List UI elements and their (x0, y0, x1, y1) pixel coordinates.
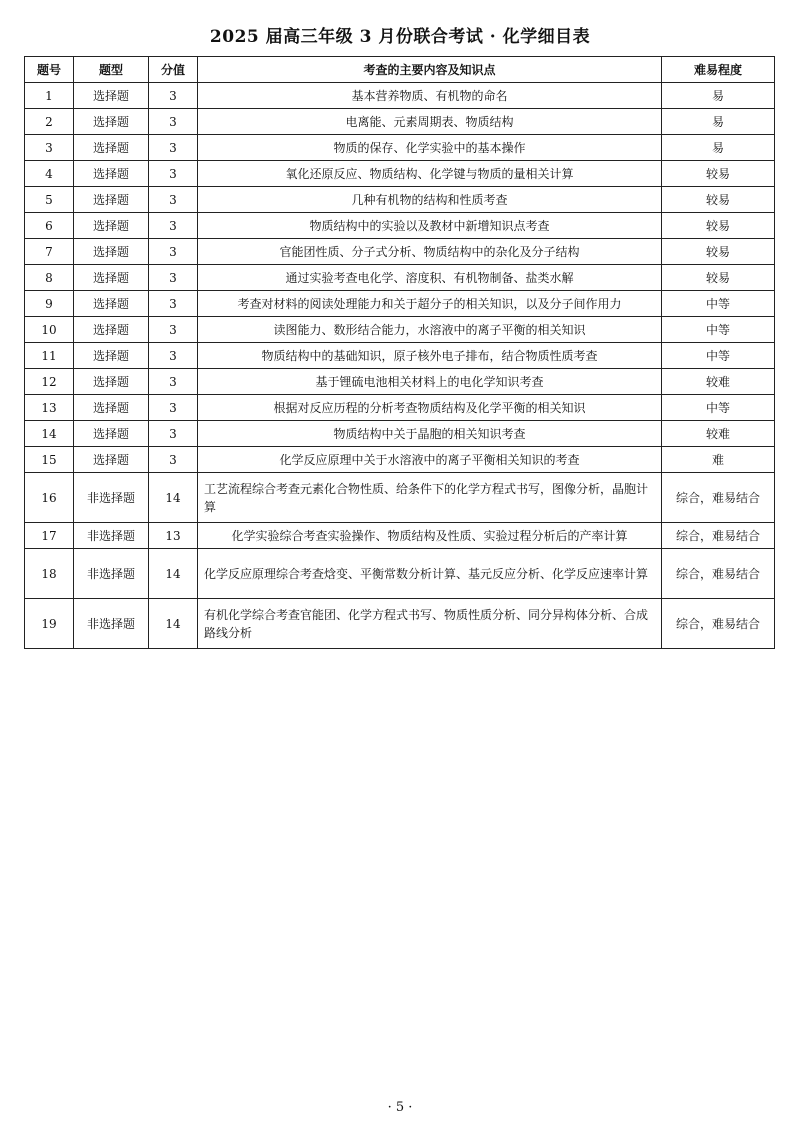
cell-difficulty: 综合，难易结合 (662, 473, 775, 523)
cell-score: 3 (149, 369, 198, 395)
cell-content: 氧化还原反应、物质结构、化学键与物质的量相关计算 (198, 161, 662, 187)
cell-content: 物质结构中关于晶胞的相关知识考查 (198, 421, 662, 447)
page-title: 2025 届高三年级 3 月份联合考试 · 化学细目表 (209, 27, 591, 47)
table-header-row (25, 57, 775, 83)
header-difficulty: 难易程度 (662, 57, 775, 83)
table-row (25, 109, 775, 135)
cell-type: 选择题 (74, 135, 149, 161)
cell-difficulty: 较难 (662, 421, 775, 447)
table-row (25, 473, 775, 523)
header-score: 分值 (149, 57, 198, 83)
cell-content: 化学反应原理综合考查焓变、平衡常数分析计算、基元反应分析、化学反应速率计算 (198, 549, 662, 599)
cell-difficulty: 较易 (662, 265, 775, 291)
cell-num: 9 (25, 291, 74, 317)
cell-difficulty: 较易 (662, 161, 775, 187)
cell-num: 13 (25, 395, 74, 421)
cell-score: 3 (149, 239, 198, 265)
table-row (25, 599, 775, 649)
cell-score: 3 (149, 421, 198, 447)
cell-content: 根据对反应历程的分析考查物质结构及化学平衡的相关知识 (198, 395, 662, 421)
cell-type: 非选择题 (74, 549, 149, 599)
table-row (25, 239, 775, 265)
table-row (25, 265, 775, 291)
cell-num: 1 (25, 83, 74, 109)
cell-content: 通过实验考查电化学、溶度积、有机物制备、盐类水解 (198, 265, 662, 291)
cell-score: 3 (149, 109, 198, 135)
cell-num: 5 (25, 187, 74, 213)
cell-content: 工艺流程综合考查元素化合物性质、给条件下的化学方程式书写，图像分析，晶胞计算 (198, 473, 662, 523)
cell-type: 选择题 (74, 317, 149, 343)
cell-score: 3 (149, 213, 198, 239)
cell-num: 2 (25, 109, 74, 135)
cell-type: 选择题 (74, 187, 149, 213)
cell-difficulty: 较难 (662, 369, 775, 395)
table-body (25, 83, 775, 649)
cell-content: 基于锂硫电池相关材料上的电化学知识考查 (198, 369, 662, 395)
table-row (25, 369, 775, 395)
cell-type: 选择题 (74, 213, 149, 239)
cell-score: 14 (149, 473, 198, 523)
cell-score: 14 (149, 599, 198, 649)
table-row (25, 447, 775, 473)
cell-content: 官能团性质、分子式分析、物质结构中的杂化及分子结构 (198, 239, 662, 265)
cell-score: 13 (149, 523, 198, 549)
table-row (25, 83, 775, 109)
cell-num: 14 (25, 421, 74, 447)
cell-type: 选择题 (74, 161, 149, 187)
cell-type: 选择题 (74, 291, 149, 317)
table-row (25, 317, 775, 343)
cell-difficulty: 综合，难易结合 (662, 549, 775, 599)
cell-type: 选择题 (74, 395, 149, 421)
table-row (25, 161, 775, 187)
cell-num: 12 (25, 369, 74, 395)
cell-difficulty: 难 (662, 447, 775, 473)
cell-content: 读图能力、数形结合能力，水溶液中的离子平衡的相关知识 (198, 317, 662, 343)
cell-type: 非选择题 (74, 473, 149, 523)
cell-type: 选择题 (74, 421, 149, 447)
cell-difficulty: 较易 (662, 187, 775, 213)
cell-difficulty: 综合，难易结合 (662, 523, 775, 549)
cell-content: 几种有机物的结构和性质考查 (198, 187, 662, 213)
cell-num: 6 (25, 213, 74, 239)
table-row (25, 523, 775, 549)
table-row (25, 549, 775, 599)
page-number: · 5 · (387, 1100, 413, 1115)
cell-content: 考查对材料的阅读处理能力和关于超分子的相关知识，以及分子间作用力 (198, 291, 662, 317)
cell-type: 选择题 (74, 369, 149, 395)
cell-num: 11 (25, 343, 74, 369)
cell-score: 3 (149, 395, 198, 421)
cell-score: 14 (149, 549, 198, 599)
cell-score: 3 (149, 187, 198, 213)
header-type: 题型 (74, 57, 149, 83)
cell-content: 基本营养物质、有机物的命名 (198, 83, 662, 109)
cell-content: 物质的保存、化学实验中的基本操作 (198, 135, 662, 161)
table-row (25, 213, 775, 239)
cell-type: 选择题 (74, 239, 149, 265)
cell-num: 15 (25, 447, 74, 473)
cell-difficulty: 易 (662, 135, 775, 161)
cell-content: 电离能、元素周期表、物质结构 (198, 109, 662, 135)
cell-difficulty: 中等 (662, 395, 775, 421)
cell-type: 选择题 (74, 265, 149, 291)
cell-type: 非选择题 (74, 523, 149, 549)
cell-difficulty: 易 (662, 109, 775, 135)
cell-type: 非选择题 (74, 599, 149, 649)
table-row (25, 291, 775, 317)
cell-type: 选择题 (74, 109, 149, 135)
blueprint-table (24, 56, 775, 649)
cell-num: 17 (25, 523, 74, 549)
cell-content: 物质结构中的基础知识，原子核外电子排布，结合物质性质考查 (198, 343, 662, 369)
cell-content: 化学反应原理中关于水溶液中的离子平衡相关知识的考查 (198, 447, 662, 473)
cell-type: 选择题 (74, 343, 149, 369)
cell-score: 3 (149, 161, 198, 187)
cell-score: 3 (149, 317, 198, 343)
cell-difficulty: 中等 (662, 291, 775, 317)
cell-difficulty: 较易 (662, 213, 775, 239)
cell-score: 3 (149, 265, 198, 291)
cell-difficulty: 易 (662, 83, 775, 109)
table-row (25, 343, 775, 369)
cell-score: 3 (149, 83, 198, 109)
header-content: 考查的主要内容及知识点 (198, 57, 662, 83)
cell-difficulty: 中等 (662, 317, 775, 343)
cell-num: 16 (25, 473, 74, 523)
header-num: 题号 (25, 57, 74, 83)
table-row (25, 135, 775, 161)
cell-difficulty: 较易 (662, 239, 775, 265)
cell-score: 3 (149, 291, 198, 317)
cell-score: 3 (149, 135, 198, 161)
cell-num: 3 (25, 135, 74, 161)
table-row (25, 395, 775, 421)
cell-content: 化学实验综合考查实验操作、物质结构及性质、实验过程分析后的产率计算 (198, 523, 662, 549)
cell-content: 物质结构中的实验以及教材中新增知识点考查 (198, 213, 662, 239)
cell-num: 10 (25, 317, 74, 343)
cell-num: 19 (25, 599, 74, 649)
cell-num: 8 (25, 265, 74, 291)
cell-score: 3 (149, 343, 198, 369)
cell-num: 4 (25, 161, 74, 187)
cell-type: 选择题 (74, 447, 149, 473)
cell-type: 选择题 (74, 83, 149, 109)
cell-score: 3 (149, 447, 198, 473)
cell-num: 18 (25, 549, 74, 599)
table-row (25, 421, 775, 447)
cell-difficulty: 中等 (662, 343, 775, 369)
table-row (25, 187, 775, 213)
cell-num: 7 (25, 239, 74, 265)
cell-content: 有机化学综合考查官能团、化学方程式书写、物质性质分析、同分异构体分析、合成路线分析 (198, 599, 662, 649)
cell-difficulty: 综合，难易结合 (662, 599, 775, 649)
